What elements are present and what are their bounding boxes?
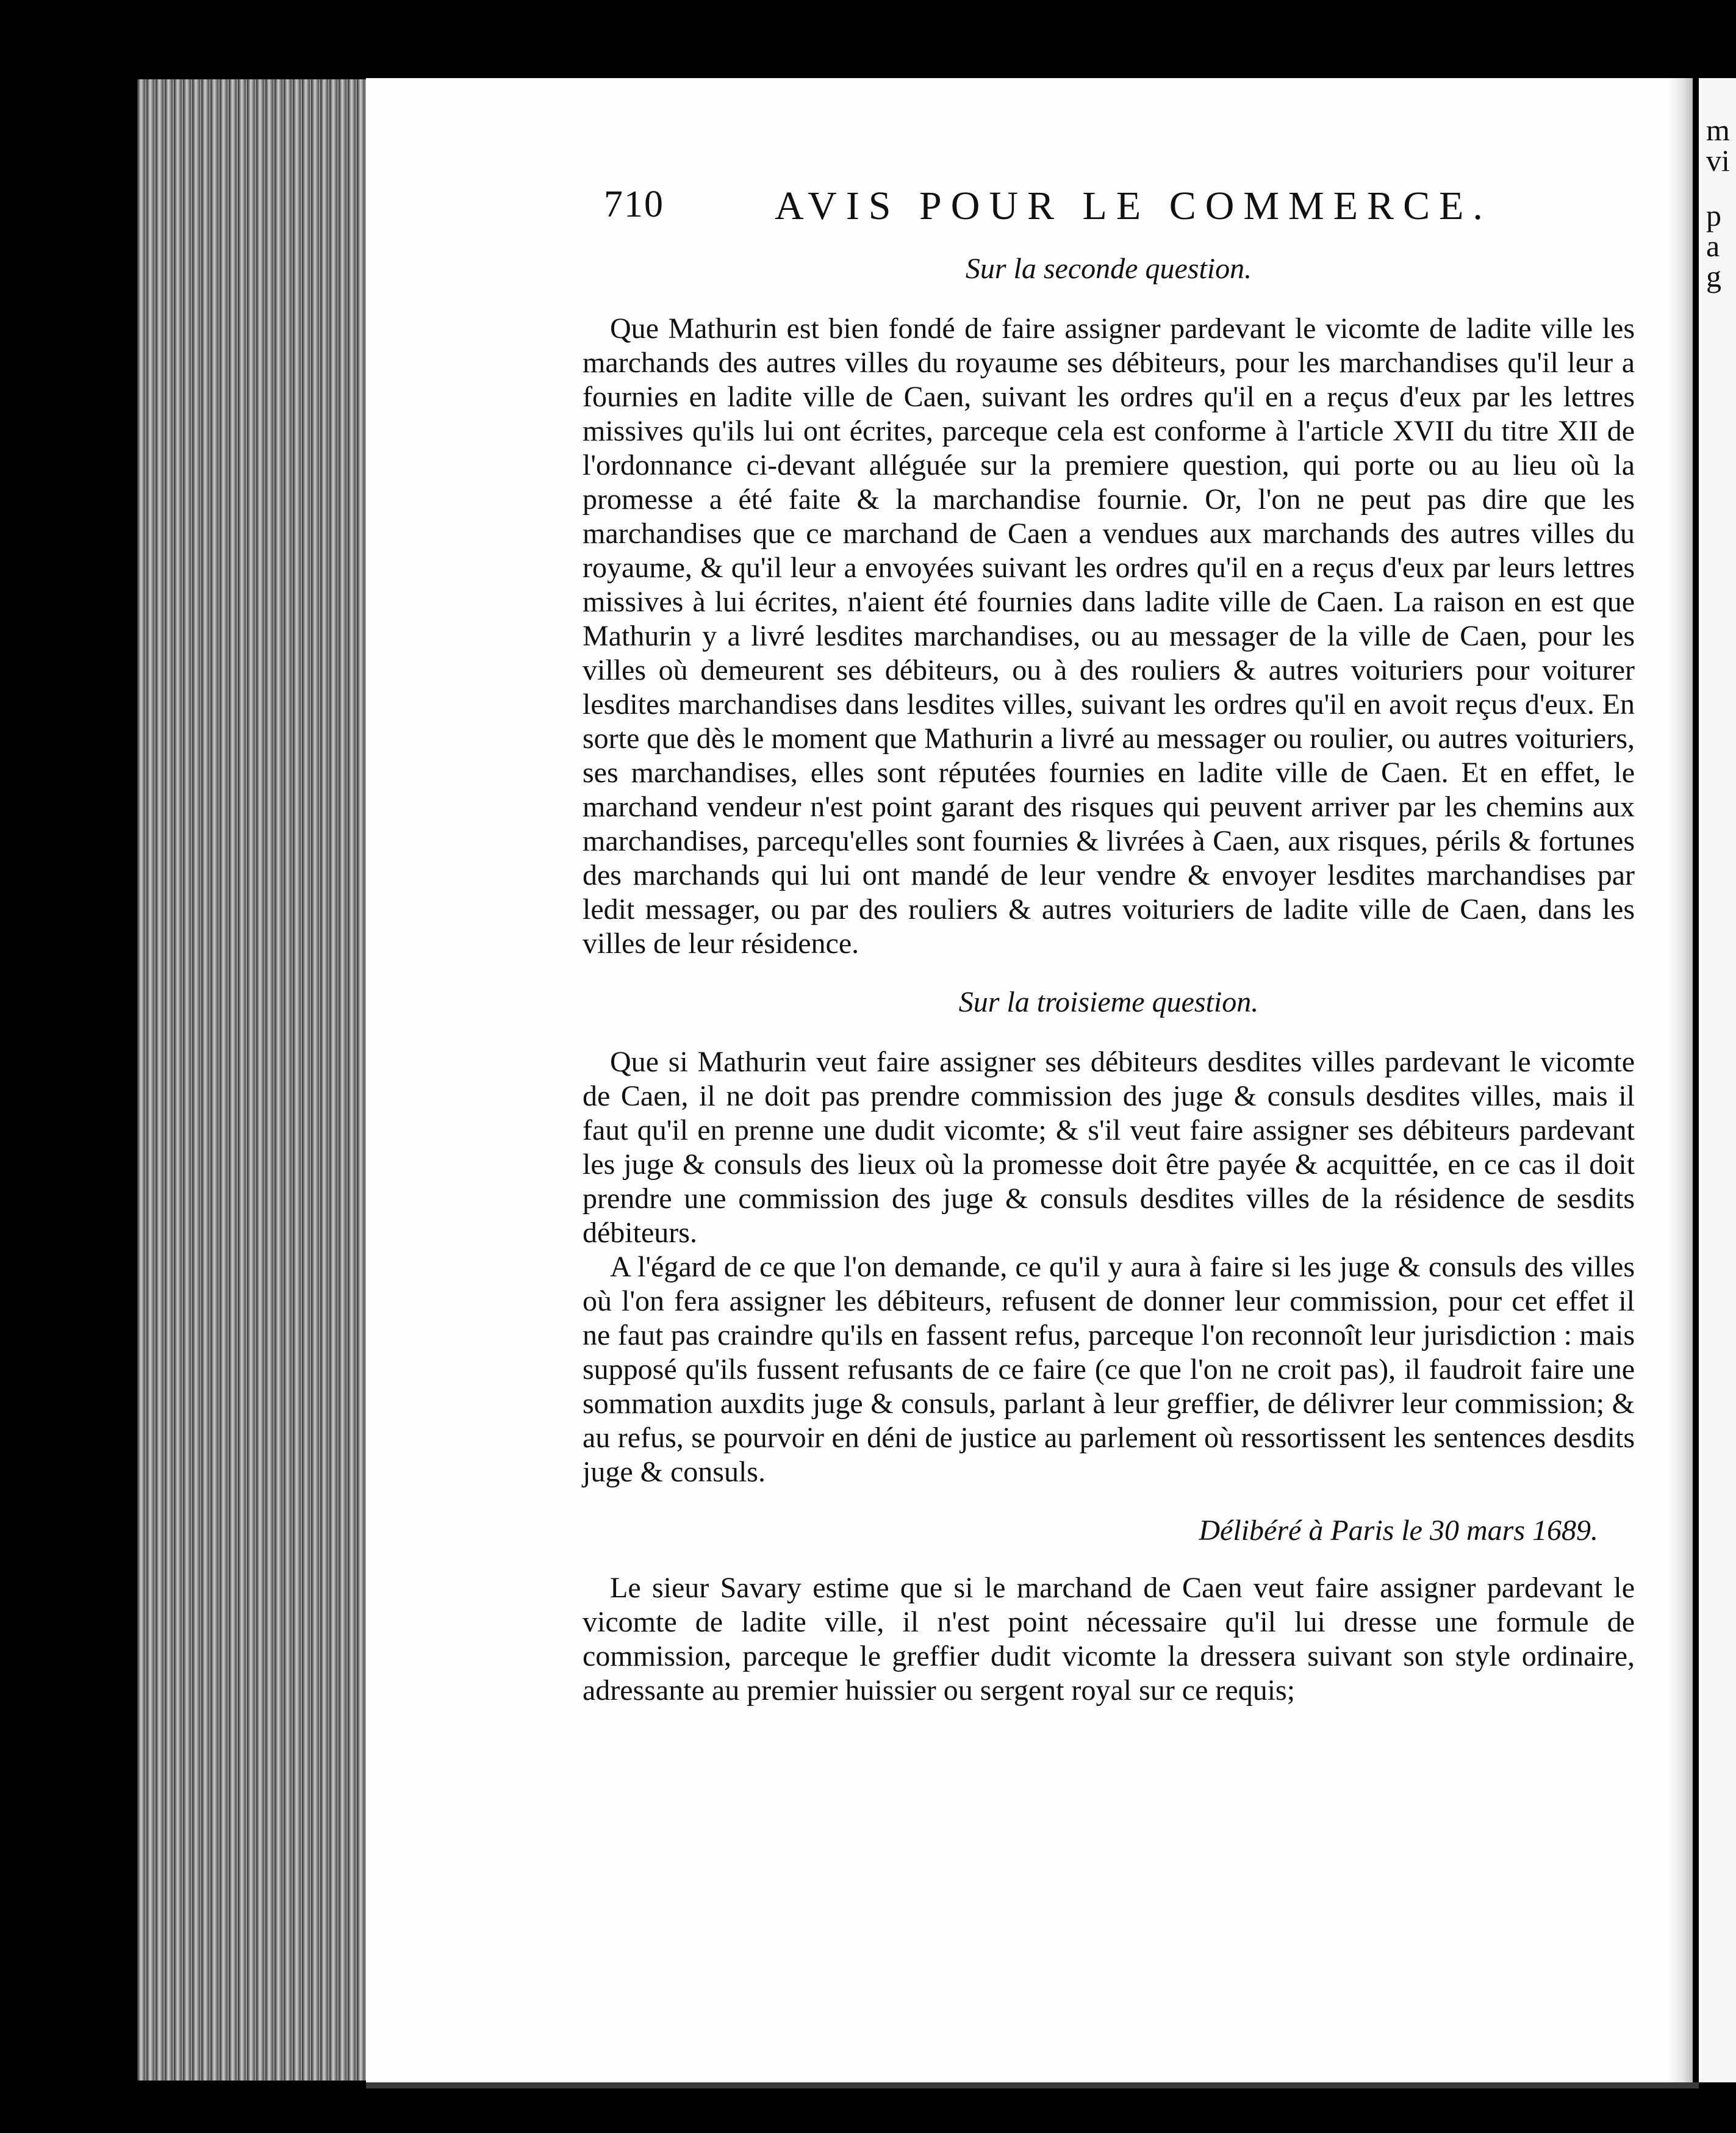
page-bottom-edge xyxy=(366,2082,1699,2088)
facing-page-fragment: g xyxy=(1706,259,1721,293)
facing-page-fragment: p xyxy=(1706,198,1721,232)
book-page xyxy=(366,78,1693,2082)
paragraph: A l'égard de ce que l'on demande, ce qu'il y aura à faire si les juge & consuls des villes où l'on fera assigner les débiteurs, refusent de donner leur commission, pour cet effet il ne faut pas craindre qu'ils en fassent refus, parceque l'on reconnoît leur jurisdiction : mais supposé qu'ils fussent refusants de ce faire (ce que l'on ne croit pas), il faudroit faire une sommation auxdits juge & consuls, parlant à leur greffier, de délivrer leur commission; & au refus, se pourvoir en déni de justice au parlement où ressortissent les sentences desdits juge & consuls. xyxy=(583,1251,1635,1488)
page-body xyxy=(583,252,1635,1708)
facing-page-fragment: a xyxy=(1706,229,1720,263)
facing-page-fragment: m xyxy=(1706,113,1730,147)
running-title: AVIS POUR LE COMMERCE. xyxy=(775,184,1492,228)
paragraph: Que Mathurin est bien fondé de faire assigner pardevant le vicomte de ladite ville les marchands des autres villes du royaume ses débiteurs, pour les marchandises qu'il leur a fournies en ladite ville de Caen, suivant les ordres qu'il en a reçus d'eux par les lettres missives qu'ils lui ont écrites, parceque cela est conforme à l'article XVII du titre XII de l'ordonnance ci-devant alléguée sur la premiere question, qui porte ou au lieu où la promesse a été faite & la marchandise fournie. Or, l'on ne peut pas dire que les marchandises que ce marchand de Caen a vendues aux marchands des autres villes du royaume, & qu'il leur a envoyées suivant les ordres qu'il en a reçus d'eux par leurs lettres missives à lui écrites, n'aient été fournies dans ladite ville de Caen. La raison en est que Mathurin y a livré lesdites marchandises, ou au messager de la ville de Caen, pour les villes où demeurent ses débiteurs, ou à des rouliers & autres voituriers pour voiturer lesdites marchandises dans lesdites villes, suivant les ordres qu'il en avoit reçus d'eux. En sorte que dès le moment que Mathurin a livré au messager ou roulier, ou autres voituriers, ses marchandises, elles sont réputées fournies en ladite ville de Caen. Et en effet, le marchand vendeur n'est point garant des risques qui peuvent arriver par les chemins aux marchandises, parcequ'elles sont fournies & livrées à Caen, aux risques, périls & fortunes des marchands qui lui ont mandé de leur vendre & envoyer lesdites marchandises par ledit messager, ou par des rouliers & autres voituriers de ladite ville de Caen, dans les villes de leur résidence. xyxy=(583,312,1635,960)
running-head xyxy=(604,183,1492,232)
page-gutter-shadow xyxy=(1668,78,1693,2082)
section-heading: Sur la seconde question. xyxy=(965,253,1252,285)
facing-page-fragment: vi xyxy=(1706,143,1730,178)
book-page-edges xyxy=(137,79,375,2081)
section-heading: Sur la troisieme question. xyxy=(958,986,1259,1018)
facing-page xyxy=(1699,78,1736,2082)
signature-line: Délibéré à Paris le 30 mars 1689. xyxy=(1199,1514,1598,1547)
page-number: 710 xyxy=(604,184,664,225)
paragraph: Le sieur Savary estime que si le marchand de Caen veut faire assigner pardevant le vicomte de ladite ville, il n'est point nécessaire qu'il lui dresse une formule de commission, parceque le greffier dudit vicomte la dressera suivant son style ordinaire, adressante au premier huissier ou sergent royal sur ce requis; xyxy=(583,1572,1635,1707)
paragraph: Que si Mathurin veut faire assigner ses débiteurs desdites villes pardevant le vicomte de Caen, il ne doit pas prendre commission des juge & consuls desdites villes, mais il faut qu'il en prenne une dudit vicomte; & s'il veut faire assigner ses débiteurs pardevant les juge & consuls des lieux où la promesse doit être payée & acquittée, en ce cas il doit prendre une commission des juge & consuls desdites villes de la résidence de sesdits débiteurs. xyxy=(583,1046,1635,1249)
